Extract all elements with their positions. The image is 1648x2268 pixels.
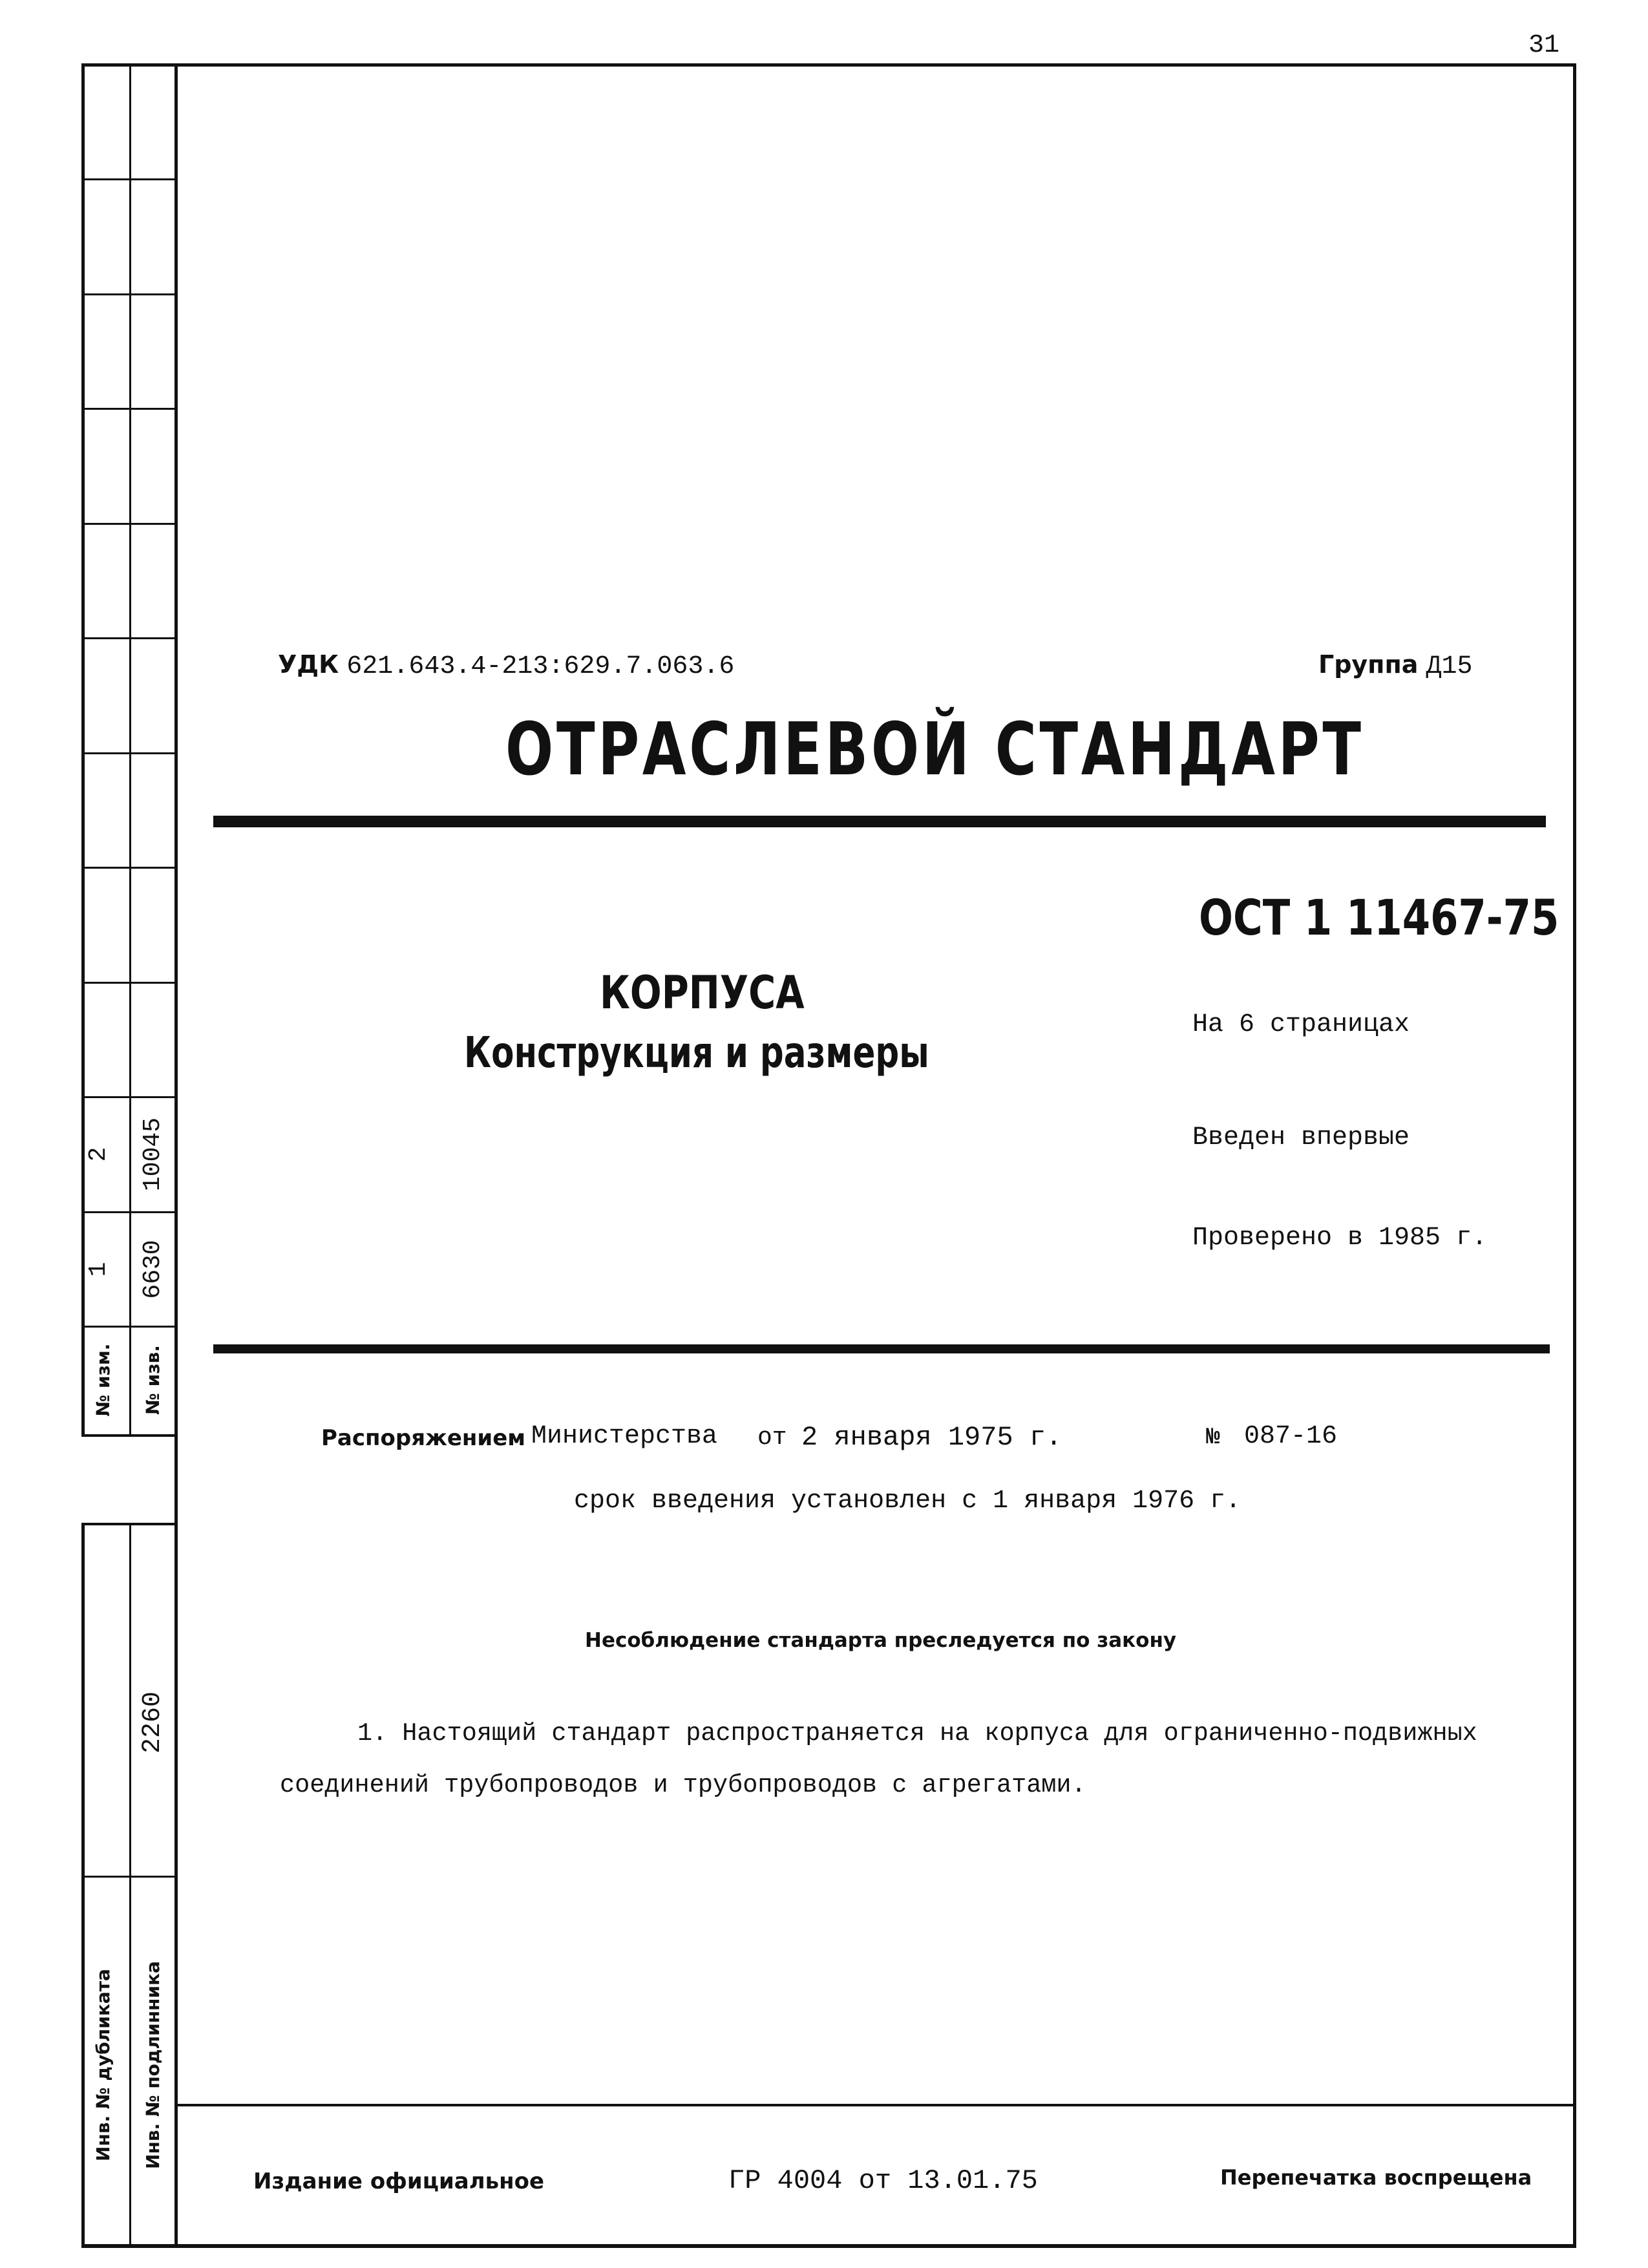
group-value: Д15 [1426, 652, 1473, 681]
group-label: Группа [1318, 650, 1419, 679]
order-number-label: № [1206, 1424, 1220, 1450]
paragraph-1-line-1: 1. Настоящий стандарт распространяется на корпуса для ограниченно-подвижных [357, 1719, 1477, 1748]
order-from-label: от [757, 1424, 787, 1452]
subject-title: КОРПУСА [600, 966, 805, 1019]
order-ministry: Министерства [531, 1422, 718, 1451]
checked-status: Проверено в 1985 г. [1192, 1224, 1488, 1253]
pages-count: На 6 страницах [1192, 1010, 1410, 1039]
original-inventory-number: 2260 [138, 1691, 167, 1754]
standard-code: ОСТ 1 11467-75 [1199, 889, 1559, 946]
info-rule [213, 1344, 1550, 1353]
change-number-2: 2 [85, 1147, 112, 1162]
order-label: Распоряжением [321, 1425, 526, 1451]
notice-number-label: № изв. [142, 1345, 164, 1415]
effective-date: срок введения установлен с 1 января 1976 г. [574, 1487, 1241, 1516]
udk-label: УДК [278, 650, 339, 679]
notice-number-2: 10045 [139, 1117, 167, 1192]
udk-line [278, 650, 734, 681]
subject-subtitle: Конструкция и размеры [464, 1028, 929, 1077]
original-inventory-label: Инв. № подлинника [142, 1961, 164, 2169]
change-number-label: № изм. [92, 1343, 114, 1417]
footer-registration: ГР 4004 от 13.01.75 [728, 2165, 1038, 2196]
legal-warning: Несоблюдение стандарта преследуется по закону [585, 1629, 1177, 1652]
footer-official-edition: Издание официальное [253, 2168, 545, 2194]
footer-reprint-prohibited: Перепечатка воспрещена [1220, 2165, 1532, 2190]
introduced-status: Введен впервые [1192, 1123, 1410, 1152]
change-number-1: 1 [85, 1262, 112, 1277]
paragraph-1-line-2: соединений трубопроводов и трубопроводов с агрегатами. [280, 1771, 1086, 1799]
order-number: 087-16 [1244, 1422, 1338, 1451]
title-rule [213, 816, 1546, 827]
udk-value: 621.643.4-213:629.7.063.6 [346, 652, 735, 681]
document-title: ОТРАСЛЕВОЙ СТАНДАРТ [505, 708, 1364, 792]
page-number: 31 [1528, 31, 1560, 60]
duplicate-inventory-label: Инв. № дубликата [92, 1969, 114, 2161]
group-line [1318, 650, 1472, 681]
order-date: 2 января 1975 г. [801, 1422, 1062, 1453]
notice-number-1: 6630 [139, 1240, 167, 1299]
